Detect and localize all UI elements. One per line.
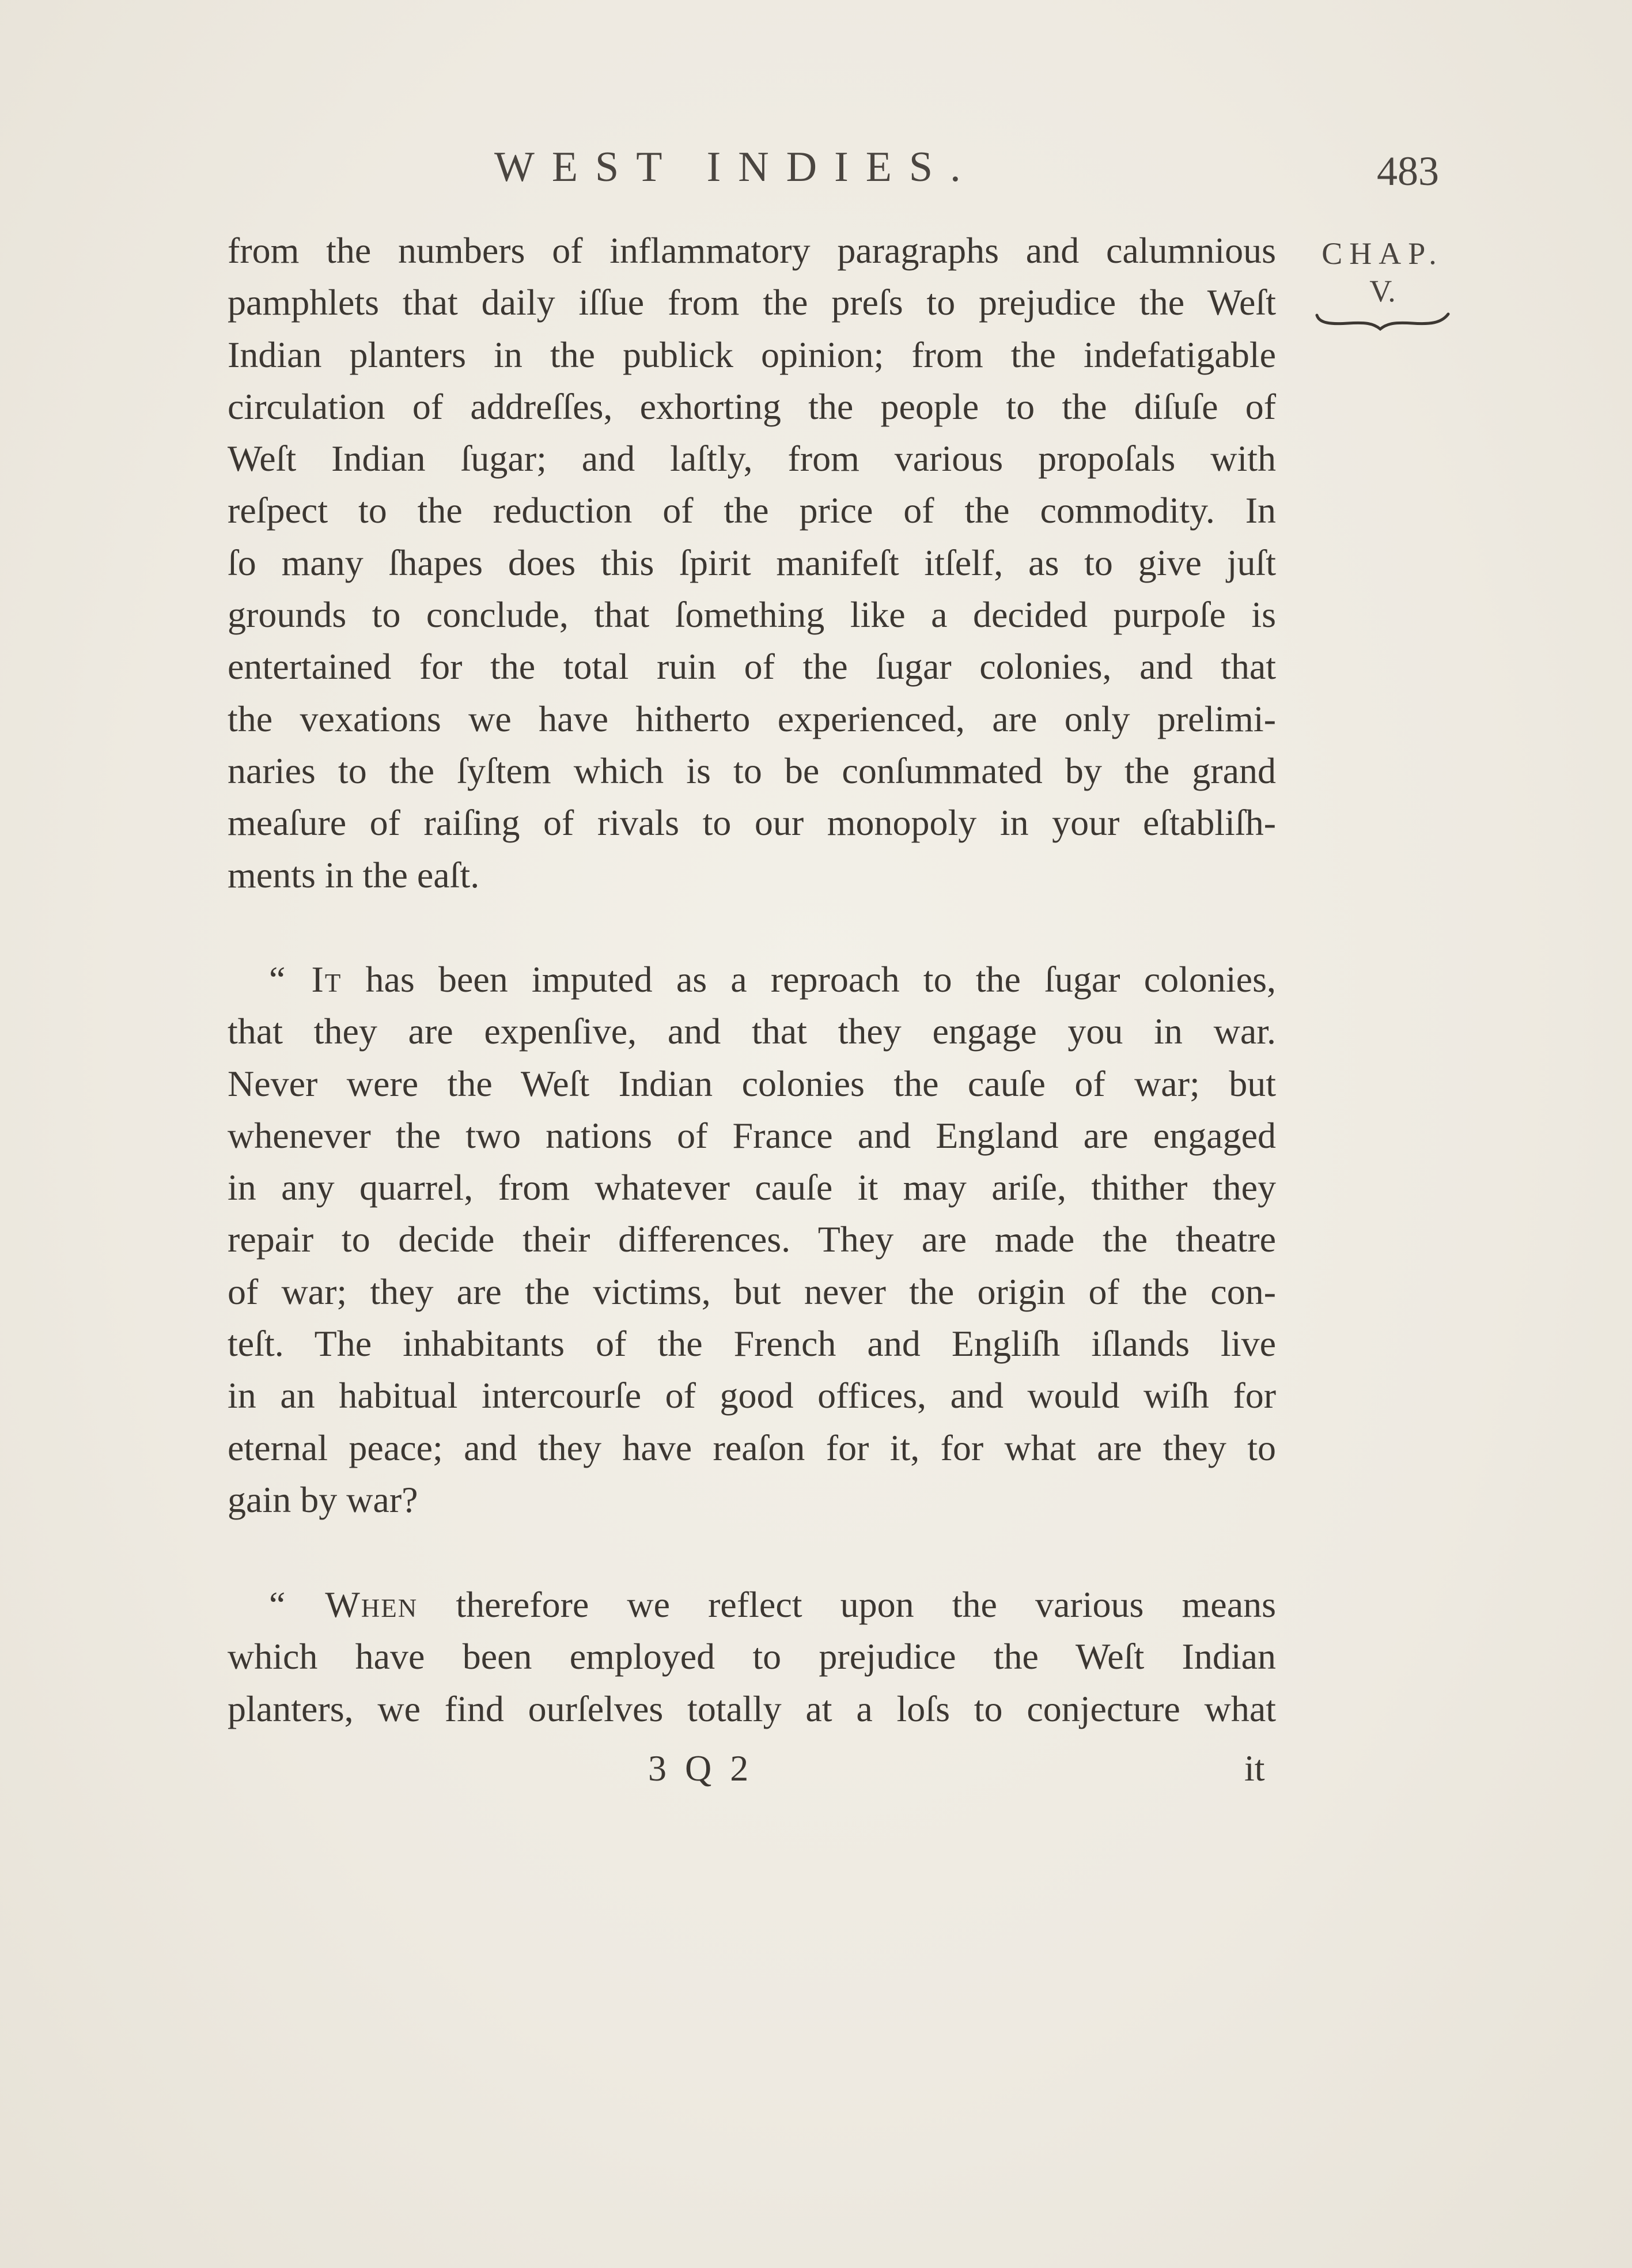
text-line: naries to the ſyſtem which is to be conſummated by the grand <box>228 750 1276 791</box>
paragraph-lead: “ When <box>269 1584 418 1625</box>
catchword: it <box>1244 1748 1265 1789</box>
text-line: whenever the two nations of France and England are engaged <box>228 1114 1276 1156</box>
text-line-first <box>228 1579 1276 1631</box>
text-line: teſt. The inhabitants of the French and Engliſh iſlands live <box>228 1323 1276 1364</box>
text-line: of war; they are the victims, but never the origin of the con- <box>228 1271 1276 1312</box>
text-line: gain by war? <box>228 1479 418 1520</box>
text-line: grounds to conclude, that ſomething like a decided purpoſe is <box>228 594 1276 636</box>
page-number: 483 <box>1377 148 1439 194</box>
text-line-first <box>228 954 1276 1006</box>
paragraph-3 <box>228 1579 1276 1735</box>
paragraph-2 <box>228 954 1276 1526</box>
text-line: in any quarrel, from whatever cauſe it may ariſe, thither they <box>228 1167 1276 1208</box>
text-line: meaſure of raiſing of rivals to our monopoly in your eſtabliſh- <box>228 802 1276 844</box>
text-line: ments in the eaſt. <box>228 854 480 895</box>
chapter-label: CHAP. <box>1321 236 1444 271</box>
text-line: in an habitual intercourſe of good offices, and would wiſh for <box>228 1375 1276 1416</box>
text-line: eternal peace; and they have reaſon for it, for what are they to <box>228 1427 1276 1468</box>
running-head <box>0 143 1632 201</box>
chapter-number: V. <box>1369 274 1396 308</box>
text-line: repair to decide their differences. They are made the theatre <box>228 1219 1276 1260</box>
paragraph-lead: “ It <box>269 959 342 1000</box>
text-line: which have been employed to prejudice the Weſt Indian <box>228 1636 1276 1677</box>
text-line: reſpect to the reduction of the price of the commodity. In <box>228 490 1276 531</box>
paragraph-1 <box>228 225 1276 901</box>
text-line: Never were the Weſt Indian colonies the cauſe of war; but <box>228 1063 1276 1104</box>
text-line: ſo many ſhapes does this ſpirit manifeſt itſelf, as to give juſt <box>228 542 1276 583</box>
brace-ornament-icon <box>1313 311 1452 331</box>
signature-mark: 3 Q 2 <box>648 1748 753 1789</box>
text-line-rest: therefore we reflect upon the various means <box>418 1584 1277 1625</box>
text-line: that they are expenſive, and that they engage you in war. <box>228 1011 1276 1052</box>
chapter-margin-note <box>1308 233 1457 331</box>
running-title: WEST INDIES. <box>494 143 978 191</box>
text-line: Indian planters in the publick opinion; from the indefatigable <box>228 334 1276 375</box>
text-line: entertained for the total ruin of the ſugar colonies, and that <box>228 646 1276 687</box>
text-line: Weſt Indian ſugar; and laſtly, from various propoſals with <box>228 438 1276 479</box>
text-line: from the numbers of inflammatory paragraphs and calumnious <box>228 230 1276 271</box>
text-line: the vexations we have hitherto experienced, are only prelimi- <box>228 698 1276 739</box>
text-line-rest: has been imputed as a reproach to the ſugar colonies, <box>342 959 1276 1000</box>
text-line: pamphlets that daily iſſue from the preſs to prejudice the Weſt <box>228 282 1276 323</box>
text-line: circulation of addreſſes, exhorting the people to the diſuſe of <box>228 385 1276 427</box>
text-line: planters, we find ourſelves totally at a loſs to conjecture what <box>228 1688 1276 1729</box>
